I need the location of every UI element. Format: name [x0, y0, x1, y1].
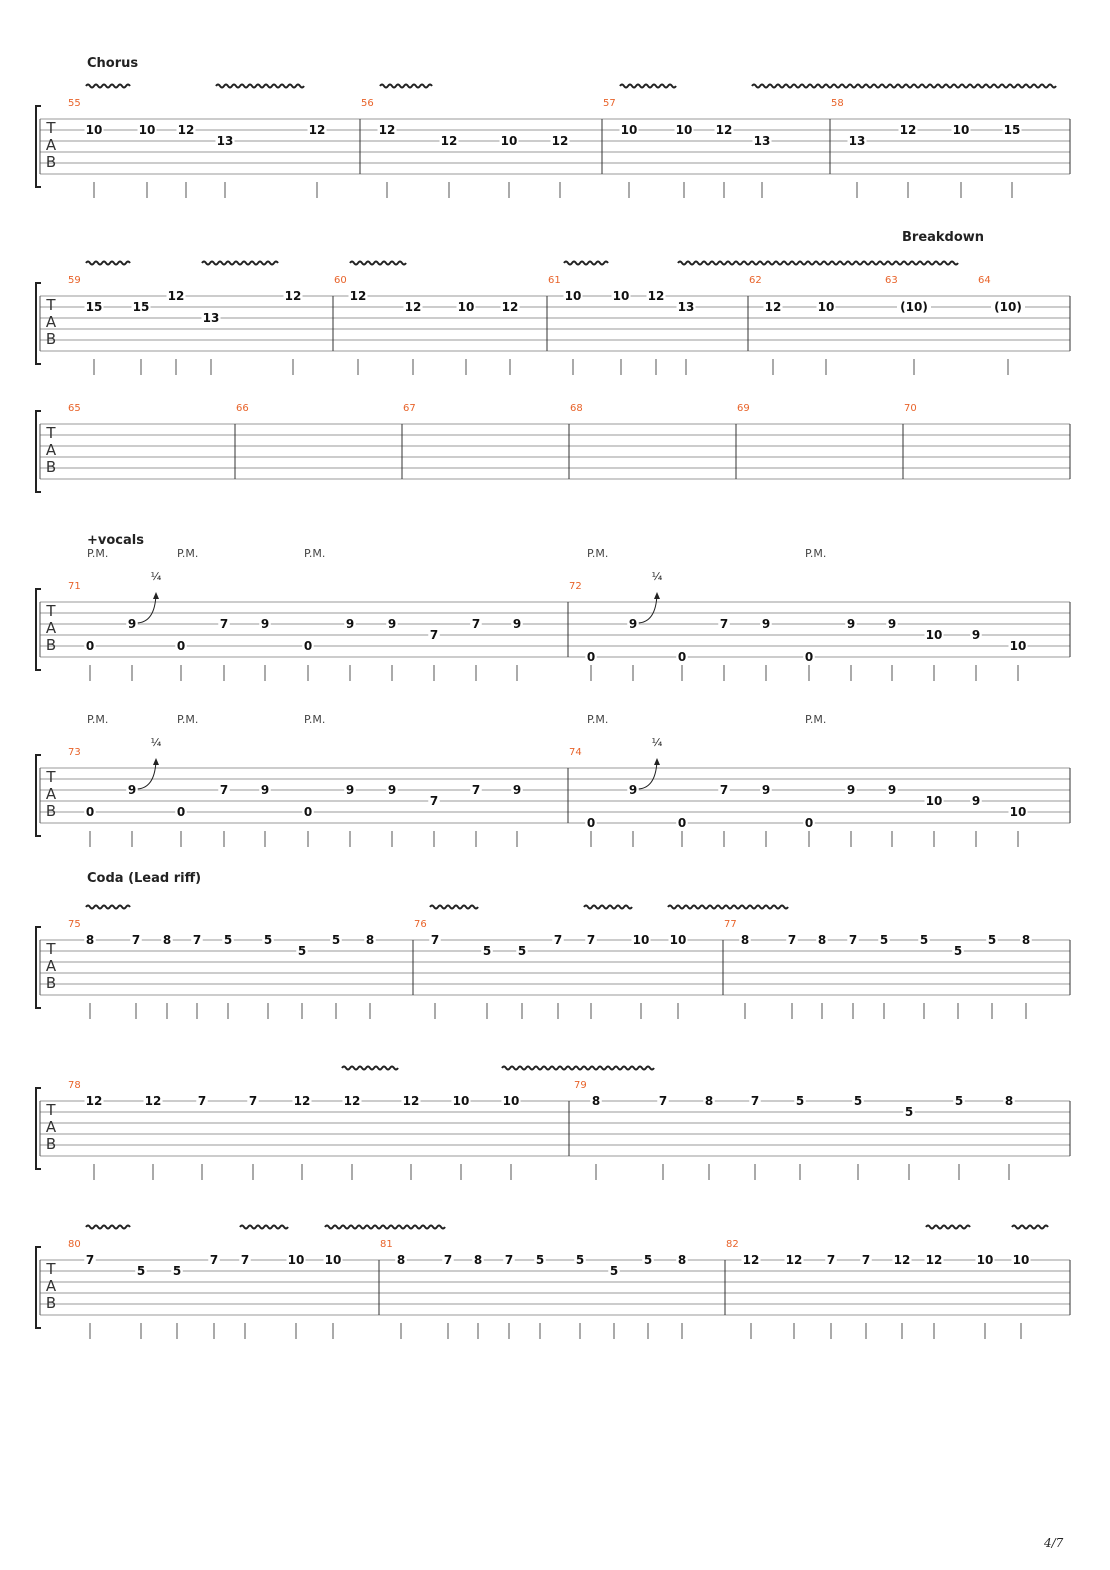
- bend-arrowhead: [153, 758, 159, 765]
- fret-number: 7: [471, 617, 481, 631]
- fret-number: 10: [500, 134, 518, 148]
- vibrato-mark: [502, 1067, 654, 1070]
- tab-clef-letter: A: [45, 136, 57, 154]
- fret-number: 9: [127, 617, 137, 631]
- fret-number: 10: [925, 628, 943, 642]
- fret-number: (10): [994, 300, 1022, 314]
- vibrato-mark: [86, 906, 130, 909]
- fret-number: 12: [893, 1253, 911, 1267]
- tab-system: [36, 230, 1070, 375]
- fret-number: 15: [1003, 123, 1021, 137]
- measure-number: 59: [68, 275, 81, 286]
- fret-number: 12: [925, 1253, 943, 1267]
- fret-number: 5: [136, 1264, 146, 1278]
- fret-number: 7: [471, 783, 481, 797]
- section-label: +vocals: [87, 533, 144, 548]
- section-label: Breakdown: [902, 230, 985, 245]
- measure-number: 70: [904, 403, 917, 414]
- fret-number: 10: [138, 123, 156, 137]
- fret-number: 12: [144, 1094, 162, 1108]
- fret-number: 9: [628, 617, 638, 631]
- bend-label: ¼: [150, 736, 162, 749]
- fret-number: 12: [715, 123, 733, 137]
- fret-number: 5: [795, 1094, 805, 1108]
- fret-number: 7: [240, 1253, 250, 1267]
- tab-clef-letter: B: [45, 802, 57, 820]
- fret-number: 0: [677, 816, 687, 830]
- measure-number: 74: [569, 747, 582, 758]
- fret-number: 8: [591, 1094, 601, 1108]
- tab-clef-letter: B: [45, 974, 57, 992]
- fret-number: 12: [440, 134, 458, 148]
- fret-number: 7: [750, 1094, 760, 1108]
- tab-clef-letter: A: [45, 785, 57, 803]
- fret-number: 5: [643, 1253, 653, 1267]
- fret-number: 12: [378, 123, 396, 137]
- fret-number: 13: [202, 311, 220, 325]
- fret-number: 0: [804, 650, 814, 664]
- fret-number: 7: [719, 617, 729, 631]
- fret-number: 9: [512, 783, 522, 797]
- bend-arrowhead: [654, 592, 660, 599]
- measure-number: 63: [885, 275, 898, 286]
- vibrato-mark: [350, 262, 406, 265]
- fret-number: 7: [861, 1253, 871, 1267]
- fret-number: 12: [177, 123, 195, 137]
- palm-mute-label: P.M.: [87, 713, 109, 726]
- fret-number: 8: [704, 1094, 714, 1108]
- fret-number: 10: [457, 300, 475, 314]
- fret-number: 5: [482, 944, 492, 958]
- measure-number: 71: [68, 581, 81, 592]
- vibrato-mark: [325, 1226, 445, 1229]
- vibrato-mark: [86, 262, 130, 265]
- fret-number: 10: [1012, 1253, 1030, 1267]
- fret-number: 5: [987, 933, 997, 947]
- fret-number: 8: [817, 933, 827, 947]
- fret-number: 9: [887, 783, 897, 797]
- fret-number: 8: [677, 1253, 687, 1267]
- vibrato-mark: [202, 262, 278, 265]
- fret-number: 5: [879, 933, 889, 947]
- fret-number: 10: [612, 289, 630, 303]
- vibrato-mark: [678, 262, 958, 265]
- measure-number: 78: [68, 1080, 81, 1091]
- fret-number: 15: [132, 300, 150, 314]
- vibrato-mark: [86, 85, 130, 88]
- tab-clef-letter: T: [46, 602, 56, 620]
- fret-number: (10): [900, 300, 928, 314]
- fret-number: 12: [742, 1253, 760, 1267]
- fret-number: 7: [504, 1253, 514, 1267]
- fret-number: 10: [324, 1253, 342, 1267]
- tab-clef-letter: T: [46, 1260, 56, 1278]
- fret-number: 8: [740, 933, 750, 947]
- fret-number: 7: [192, 933, 202, 947]
- measure-number: 64: [978, 275, 991, 286]
- section-label: Coda (Lead riff): [87, 871, 202, 886]
- vibrato-mark: [86, 1226, 130, 1229]
- fret-number: 8: [162, 933, 172, 947]
- fret-number: 15: [85, 300, 103, 314]
- tab-clef-letter: B: [45, 330, 57, 348]
- fret-number: 12: [349, 289, 367, 303]
- fret-number: 7: [429, 628, 439, 642]
- fret-number: 0: [804, 816, 814, 830]
- fret-number: 7: [658, 1094, 668, 1108]
- fret-number: 8: [1004, 1094, 1014, 1108]
- tab-system: [36, 56, 1070, 198]
- fret-number: 13: [677, 300, 695, 314]
- tab-system: [36, 533, 1070, 681]
- bend-label: ¼: [651, 736, 663, 749]
- fret-number: 5: [263, 933, 273, 947]
- fret-number: 12: [501, 300, 519, 314]
- fret-number: 7: [826, 1253, 836, 1267]
- measure-number: 65: [68, 403, 81, 414]
- fret-number: 7: [443, 1253, 453, 1267]
- tab-system: [36, 1226, 1070, 1340]
- measure-number: 77: [724, 919, 737, 930]
- fret-number: 10: [675, 123, 693, 137]
- measure-number: 75: [68, 919, 81, 930]
- fret-number: 9: [260, 783, 270, 797]
- vibrato-mark: [668, 906, 788, 909]
- fret-number: 0: [176, 639, 186, 653]
- fret-number: 10: [1009, 805, 1027, 819]
- fret-number: 10: [564, 289, 582, 303]
- fret-number: 5: [609, 1264, 619, 1278]
- fret-number: 8: [1021, 933, 1031, 947]
- tab-system: [36, 871, 1070, 1019]
- fret-number: 0: [303, 805, 313, 819]
- tab-clef-letter: T: [46, 768, 56, 786]
- fret-number: 9: [846, 617, 856, 631]
- fret-number: 7: [219, 783, 229, 797]
- fret-number: 5: [517, 944, 527, 958]
- bend-label: ¼: [150, 570, 162, 583]
- palm-mute-label: P.M.: [177, 713, 199, 726]
- measure-number: 67: [403, 403, 416, 414]
- fret-number: 9: [345, 783, 355, 797]
- fret-number: 9: [971, 794, 981, 808]
- tab-clef-letter: T: [46, 1101, 56, 1119]
- bend-arrow: [136, 594, 156, 623]
- vibrato-mark: [380, 85, 432, 88]
- tab-clef-letter: B: [45, 636, 57, 654]
- fret-number: 9: [761, 617, 771, 631]
- bend-arrowhead: [153, 592, 159, 599]
- vibrato-mark: [752, 85, 1056, 88]
- palm-mute-label: P.M.: [587, 547, 609, 560]
- fret-number: 10: [669, 933, 687, 947]
- fret-number: 7: [248, 1094, 258, 1108]
- fret-number: 7: [848, 933, 858, 947]
- measure-number: 76: [414, 919, 427, 930]
- bend-arrow: [637, 594, 657, 623]
- tab-clef-letter: A: [45, 619, 57, 637]
- palm-mute-label: P.M.: [177, 547, 199, 560]
- tab-system: [36, 403, 1070, 492]
- fret-number: 12: [343, 1094, 361, 1108]
- fret-number: 5: [223, 933, 233, 947]
- vibrato-mark: [564, 262, 608, 265]
- vibrato-mark: [430, 906, 478, 909]
- fret-number: 13: [216, 134, 234, 148]
- fret-number: 5: [535, 1253, 545, 1267]
- fret-number: 7: [219, 617, 229, 631]
- bend-label: ¼: [651, 570, 663, 583]
- fret-number: 10: [452, 1094, 470, 1108]
- page-number: 4/7: [1044, 1536, 1064, 1550]
- vibrato-mark: [240, 1226, 288, 1229]
- fret-number: 13: [848, 134, 866, 148]
- measure-number: 62: [749, 275, 762, 286]
- fret-number: 9: [628, 783, 638, 797]
- tab-clef-letter: B: [45, 458, 57, 476]
- tab-clef-letter: T: [46, 119, 56, 137]
- fret-number: 12: [551, 134, 569, 148]
- tab-system: [36, 1067, 1070, 1181]
- fret-number: 12: [785, 1253, 803, 1267]
- fret-number: 8: [396, 1253, 406, 1267]
- palm-mute-label: P.M.: [304, 547, 326, 560]
- measure-number: 57: [603, 98, 616, 109]
- fret-number: 7: [131, 933, 141, 947]
- vibrato-mark: [620, 85, 676, 88]
- fret-number: 9: [345, 617, 355, 631]
- fret-number: 0: [586, 650, 596, 664]
- fret-number: 7: [787, 933, 797, 947]
- fret-number: 0: [677, 650, 687, 664]
- fret-number: 12: [764, 300, 782, 314]
- fret-number: 10: [1009, 639, 1027, 653]
- fret-number: 5: [904, 1105, 914, 1119]
- tab-clef-letter: B: [45, 1135, 57, 1153]
- fret-number: 5: [954, 1094, 964, 1108]
- fret-number: 9: [127, 783, 137, 797]
- fret-number: 0: [303, 639, 313, 653]
- fret-number: 9: [761, 783, 771, 797]
- fret-number: 10: [632, 933, 650, 947]
- fret-number: 5: [919, 933, 929, 947]
- fret-number: 5: [297, 944, 307, 958]
- fret-number: 12: [308, 123, 326, 137]
- fret-number: 9: [387, 783, 397, 797]
- palm-mute-label: P.M.: [805, 713, 827, 726]
- fret-number: 10: [85, 123, 103, 137]
- fret-number: 9: [971, 628, 981, 642]
- fret-number: 12: [899, 123, 917, 137]
- palm-mute-label: P.M.: [304, 713, 326, 726]
- fret-number: 12: [167, 289, 185, 303]
- measure-number: 82: [726, 1239, 739, 1250]
- fret-number: 9: [512, 617, 522, 631]
- fret-number: 7: [429, 794, 439, 808]
- measure-number: 55: [68, 98, 81, 109]
- measure-number: 56: [361, 98, 374, 109]
- fret-number: 7: [85, 1253, 95, 1267]
- fret-number: 10: [952, 123, 970, 137]
- tab-system: [36, 713, 1070, 847]
- bend-arrow: [637, 760, 657, 789]
- tab-clef-letter: A: [45, 1277, 57, 1295]
- palm-mute-label: P.M.: [87, 547, 109, 560]
- tab-clef-letter: B: [45, 1294, 57, 1312]
- measure-number: 72: [569, 581, 582, 592]
- fret-number: 9: [260, 617, 270, 631]
- fret-number: 0: [85, 805, 95, 819]
- fret-number: 0: [176, 805, 186, 819]
- fret-number: 10: [287, 1253, 305, 1267]
- vibrato-mark: [584, 906, 632, 909]
- fret-number: 7: [197, 1094, 207, 1108]
- fret-number: 10: [925, 794, 943, 808]
- fret-number: 12: [647, 289, 665, 303]
- fret-number: 12: [404, 300, 422, 314]
- tab-clef-letter: A: [45, 441, 57, 459]
- tab-clef-letter: T: [46, 940, 56, 958]
- tab-clef-letter: A: [45, 957, 57, 975]
- fret-number: 10: [620, 123, 638, 137]
- fret-number: 8: [85, 933, 95, 947]
- vibrato-mark: [926, 1226, 970, 1229]
- measure-number: 80: [68, 1239, 81, 1250]
- fret-number: 12: [284, 289, 302, 303]
- fret-number: 7: [209, 1253, 219, 1267]
- measure-number: 68: [570, 403, 583, 414]
- fret-number: 13: [753, 134, 771, 148]
- measure-number: 61: [548, 275, 561, 286]
- fret-number: 8: [473, 1253, 483, 1267]
- tab-clef-letter: A: [45, 1118, 57, 1136]
- palm-mute-label: P.M.: [805, 547, 827, 560]
- fret-number: 7: [553, 933, 563, 947]
- vibrato-mark: [1012, 1226, 1048, 1229]
- fret-number: 10: [817, 300, 835, 314]
- measure-number: 58: [831, 98, 844, 109]
- fret-number: 12: [402, 1094, 420, 1108]
- fret-number: 9: [846, 783, 856, 797]
- fret-number: 7: [430, 933, 440, 947]
- tab-clef-letter: A: [45, 313, 57, 331]
- palm-mute-label: P.M.: [587, 713, 609, 726]
- tab-clef-letter: B: [45, 153, 57, 171]
- measure-number: 81: [380, 1239, 393, 1250]
- measure-number: 66: [236, 403, 249, 414]
- fret-number: 5: [953, 944, 963, 958]
- fret-number: 12: [85, 1094, 103, 1108]
- fret-number: 0: [85, 639, 95, 653]
- fret-number: 7: [586, 933, 596, 947]
- tab-clef-letter: T: [46, 296, 56, 314]
- vibrato-mark: [342, 1067, 398, 1070]
- fret-number: 10: [976, 1253, 994, 1267]
- fret-number: 5: [172, 1264, 182, 1278]
- measure-number: 73: [68, 747, 81, 758]
- tab-clef-letter: T: [46, 424, 56, 442]
- bend-arrow: [136, 760, 156, 789]
- fret-number: 10: [502, 1094, 520, 1108]
- measure-number: 60: [334, 275, 347, 286]
- measure-number: 79: [574, 1080, 587, 1091]
- fret-number: 8: [365, 933, 375, 947]
- vibrato-mark: [216, 85, 304, 88]
- fret-number: 5: [853, 1094, 863, 1108]
- section-label: Chorus: [87, 56, 139, 71]
- fret-number: 5: [331, 933, 341, 947]
- fret-number: 9: [387, 617, 397, 631]
- bend-arrowhead: [654, 758, 660, 765]
- fret-number: 0: [586, 816, 596, 830]
- fret-number: 7: [719, 783, 729, 797]
- fret-number: 9: [887, 617, 897, 631]
- measure-number: 69: [737, 403, 750, 414]
- fret-number: 12: [293, 1094, 311, 1108]
- fret-number: 5: [575, 1253, 585, 1267]
